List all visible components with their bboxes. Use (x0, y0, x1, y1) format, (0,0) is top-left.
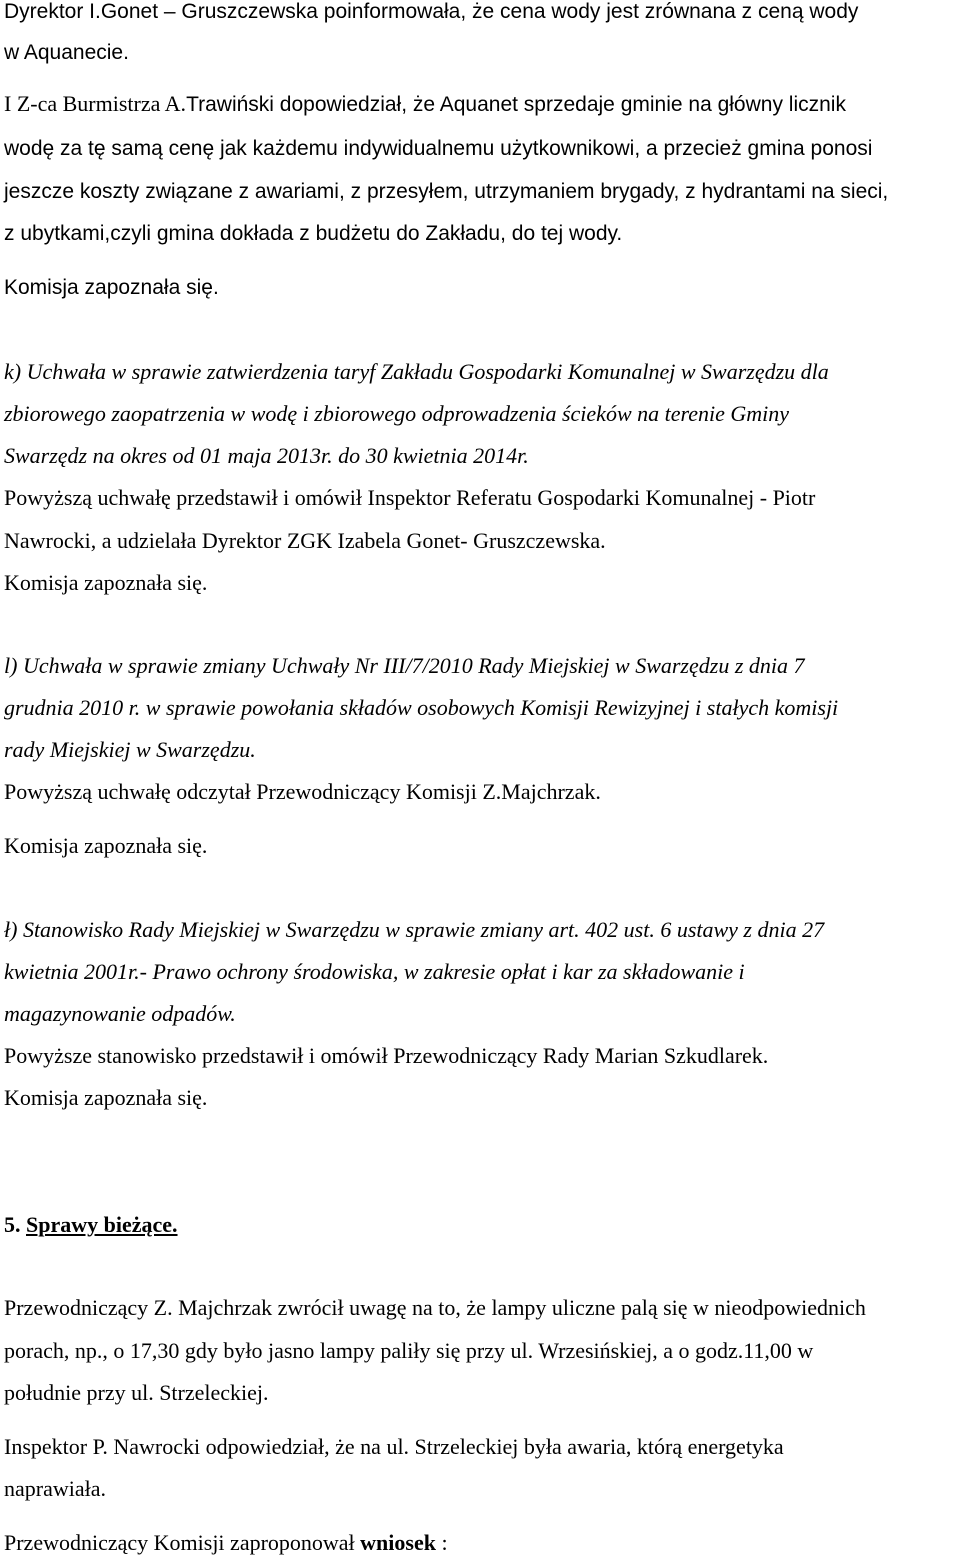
text-line: Nawrocki, a udzielała Dyrektor ZGK Izabela Gonet- Gruszczewska. (4, 528, 606, 553)
text-span: Przewodniczący Komisji zaproponował (4, 1530, 361, 1555)
text-line: porach, np., o 17,30 gdy było jasno lampy paliły się przy ul. Wrzesińskiej, a o godz.11,00 w (4, 1338, 814, 1363)
resolution-heading: k) Uchwała w sprawie zatwierdzenia taryf Zakładu Gospodarki Komunalnej w Swarzędzu dla (4, 359, 829, 384)
komisja-note: Komisja zapoznała się. (4, 276, 219, 299)
resolution-heading: rady Miejskiej w Swarzędzu. (4, 737, 256, 762)
resolution-heading: grudnia 2010 r. w sprawie powołania składów osobowych Komisji Rewizyjnej i stałych komisji (4, 695, 839, 720)
wniosek-label: wniosek (360, 1530, 436, 1555)
text-line (4, 1529, 448, 1557)
text-line: Powyższą uchwałę odczytał Przewodniczący Komisji Z.Majchrzak. (4, 779, 601, 804)
text-line: wodę za tę samą cenę jak każdemu indywidualnemu użytkownikowi, a przecież gmina ponosi (4, 137, 873, 160)
text-line: naprawiała. (4, 1476, 106, 1501)
text-line: Dyrektor I.Gonet – Gruszczewska poinformowała, że cena wody jest zrównana z ceną wody (4, 0, 859, 23)
resolution-heading: l) Uchwała w sprawie zmiany Uchwały Nr III/7/2010 Rady Miejskiej w Swarzędzu z dnia 7 (4, 653, 805, 678)
resolution-heading: Swarzędz na okres od 01 maja 2013r. do 30 kwietnia 2014r. (4, 443, 529, 468)
text-line: południe przy ul. Strzeleckiej. (4, 1380, 269, 1405)
text-line: Powyższą uchwałę przedstawił i omówił Inspektor Referatu Gospodarki Komunalnej - Piotr (4, 485, 816, 510)
resolution-heading: kwietnia 2001r.- Prawo ochrony środowiska, w zakresie opłat i kar za składowanie i (4, 959, 745, 984)
section-heading (4, 1211, 178, 1239)
komisja-note: Komisja zapoznała się. (4, 570, 208, 595)
text-line (4, 90, 846, 119)
text-line: Inspektor P. Nawrocki odpowiedział, że na ul. Strzeleckiej była awaria, którą energetyka (4, 1434, 784, 1459)
text-line: jeszcze koszty związane z awariami, z przesyłem, utrzymaniem brygady, z hydrantami na sieci, (4, 180, 889, 203)
section-title: Sprawy bieżące. (26, 1212, 178, 1237)
komisja-note: Komisja zapoznała się. (4, 1085, 208, 1110)
text-line: Przewodniczący Z. Majchrzak zwrócił uwagę na to, że lampy uliczne palą się w nieodpowiednich (4, 1295, 866, 1320)
text-span: Trawiński dopowiedział, że Aquanet sprzedaje gminie na główny licznik (186, 93, 846, 116)
resolution-heading: zbiorowego zaopatrzenia w wodę i zbiorowego odprowadzenia ścieków na terenie Gminy (4, 401, 790, 426)
text-line: Powyższe stanowisko przedstawił i omówił Przewodniczący Rady Marian Szkudlarek. (4, 1043, 769, 1068)
text-span: I Z-ca Burmistrza A. (4, 91, 187, 116)
text-line: w Aquanecie. (4, 41, 129, 64)
text-line: z ubytkami,czyli gmina dokłada z budżetu do Zakładu, do tej wody. (4, 222, 623, 245)
resolution-heading: ł) Stanowisko Rady Miejskiej w Swarzędzu w sprawie zmiany art. 402 ust. 6 ustawy z dnia 27 (4, 917, 825, 942)
resolution-heading: magazynowanie odpadów. (4, 1001, 236, 1026)
komisja-note: Komisja zapoznała się. (4, 833, 208, 858)
section-number: 5. (4, 1212, 26, 1237)
text-span: : (435, 1530, 448, 1555)
